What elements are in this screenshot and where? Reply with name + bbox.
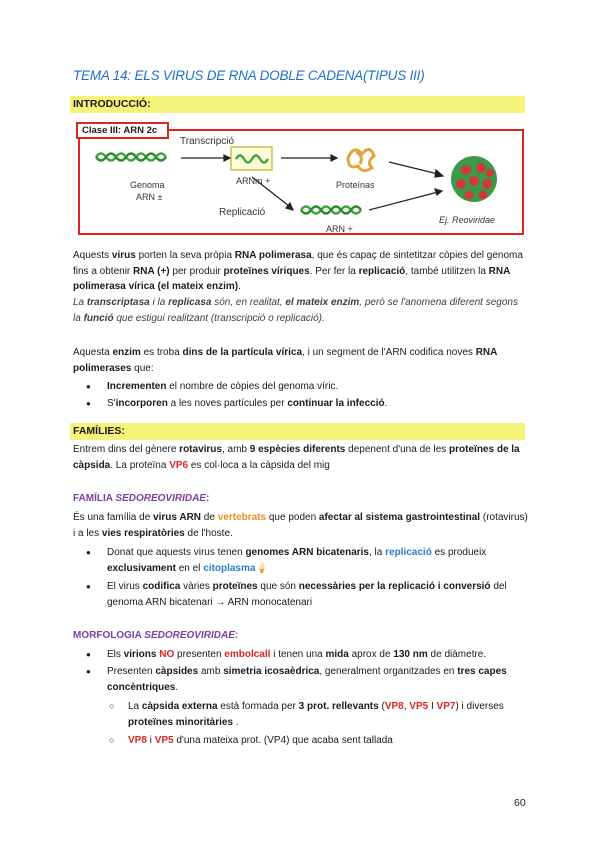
proteinas-label: Proteínas [336,180,375,190]
families-paragraph: Entrem dins del gènere rotavirus, amb 9 espècies diferents depenent d'una de les proteïnes de la càpsida. La proteïna VP6 es col·loca a la càpsida del mig [73,444,520,471]
protein-icon [348,149,374,170]
bullet-icon: ● [86,667,91,676]
arn-plus-label: ARN + [326,224,353,234]
arn-plus-helix-icon [301,207,361,214]
genoma-label: Genoma [130,180,165,190]
transcripcio-label: Transcripció [180,136,235,147]
arnm-label: ARNm + [236,176,271,186]
flow-arrows [181,155,443,210]
family-paragraph: És una família de virus ARN de vertebrats que poden afectar al sistema gastrointestinal (rotavirus) i a les vies respiratòries de l'hoste. [73,512,528,539]
intro-paragraph-italic: La transcriptasa i la replicasa són, en realitat, el mateix enzim, però se l'anomena diferent segons la funció que estigui realitzant (transcripció o replicació). [73,297,518,324]
morfologia-heading: MORFOLOGIA SEDOREOVIRIDAE: [73,630,239,641]
family-sedoreoviridae-heading: FAMÍLIA SEDOREOVIRIDAE: [73,493,210,504]
bullet-icon: ● [86,582,91,591]
bullet-icon: ● [86,382,91,391]
bullet-icon: ● [86,548,91,557]
ice-cream-icon: 🍦 [255,562,268,574]
example-label: Ej. Reoviridae [439,215,496,225]
replication-diagram [76,122,526,237]
replicacio-label: Replicació [219,207,266,218]
circle-bullet-icon: ○ [109,735,115,745]
intro-paragraph-2: Aquesta enzim es troba dins de la partícula vírica, i un segment de l'ARN codifica noves RNA polimerases que: [73,347,497,374]
reovirus-icon [451,156,497,202]
families-heading: FAMÍLIES: [70,423,525,440]
page-title: TEMA 14: ELS VIRUS DE RNA DOBLE CADENA(TIPUS III) [73,68,425,83]
bullet-icon: ● [86,399,91,408]
intro-paragraph-1: Aquests virus porten la seva pròpia RNA polimerasa, que és capaç de sintetitzar còpies del genoma fins a obtenir RNA (+) per produir proteïnes víriques. Per fer la replicació, també utilitzen la RNA polimerasa vírica (el mateix enzim). [73,250,523,293]
document-page: TEMA 14: ELS VIRUS DE RNA DOBLE CADENA(TIPUS III) INTRODUCCIÓ: Clase III: ARN 2c Transcripció Genoma ARN ± ARNm + Proteínas Replicació ARN + Ej. Reoviridae Aquests virus porten la seva pròpia RNA polimerasa, que és capaç de sintetitzar còpies del genoma fins a obtenir RNA (+) per produir proteïnes víriques. Per fer la replicació, també utilitzen la RNA polimerasa vírica (el mateix enzim). La transcriptasa i la replicasa són, en realitat, el mateix enzim, però se l'anomena diferent segons la funció que estigui realitzant (transcripció o replicació). Aquesta enzim es troba dins de la partícula vírica, i un segment de l'ARN codifica noves RNA polimerases que: ● Incrementen el nombre de còpies del genoma víric. ● S'incorporen a les noves partícules per continuar la infecció. FAMÍLIES: Entrem dins del gènere rotavirus, amb 9 espècies diferents depenent d'una de les proteïnes de la càpsida. La proteïna VP6 es col·loca a la càpsida del mig FAMÍLIA SEDOREOVIRIDAE: És una família de virus ARN de vertebrats que poden afectar al sistema gastrointestinal (rotavirus) i a les vies respiratòries de l'hoste. ● Donat que aquests virus tenen genomes ARN bicatenaris, la replicació es produeix exclusivament en el citoplasma🍦 ● El virus codifica vàries proteïnes que són necessàries per la replicació i conversió del genoma ARN bicatenari → ARN monocatenari MORFOLOGIA SEDOREOVIRIDAE: ● Els virions NO presenten embolcall i tenen una mida aprox de 130 nm de diàmetre. ● Presenten càpsides amb simetria icosaèdrica, generalment organitzades en tres capes concèntriques. ○ La càpsida externa està formada per 3 prot. rellevants (VP8, VP5 I VP7) i diverses proteïnes minoritàries . ○ VP8 i VP5 d'una mateixa prot. (VP4) que acaba sent tallada 60 [0,0,600,848]
genoma-arn-label: ARN ± [136,192,163,202]
diagram-class-label: Clase III: ARN 2c [76,122,169,139]
intro-heading: INTRODUCCIÓ: [70,96,525,113]
genome-helix-icon [96,154,166,161]
page-number: 60 [514,797,526,809]
circle-bullet-icon: ○ [109,701,115,711]
bullet-icon: ● [86,650,91,659]
